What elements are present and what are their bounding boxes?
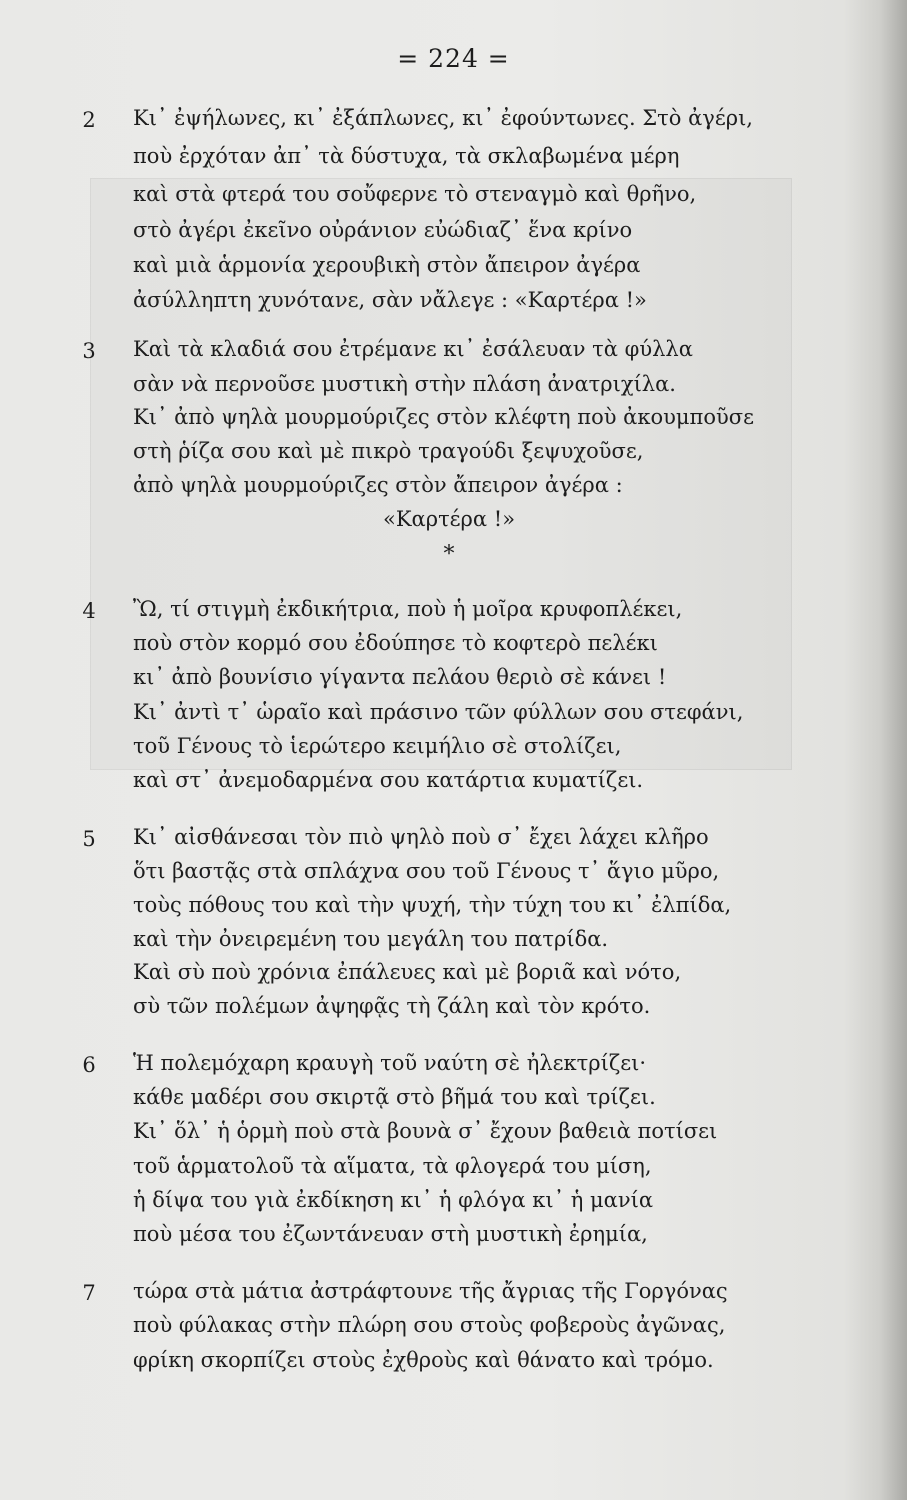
verse-line: Κι᾿ ὅλ᾿ ἡ ὁρμὴ ποὺ στὰ βουνὰ σ᾿ ἔχουν βαθειὰ ποτίσει <box>133 1119 718 1143</box>
verse-line: στὴ ῥίζα σου καὶ μὲ πικρὸ τραγούδι ξεψυχοῦσε, <box>133 439 644 463</box>
verse-line: Ἡ πολεμόχαρη κραυγὴ τοῦ ναύτη σὲ ἠλεκτρίζει· <box>133 1051 647 1075</box>
verse-line: ἀπὸ ψηλὰ μουρμούριζες στὸν ἄπειρον ἀγέρα : <box>133 473 623 497</box>
verse-line: ποὺ φύλακας στὴν πλώρη σου στοὺς φοβεροὺς ἀγῶνας, <box>133 1313 726 1337</box>
stanza-number: 6 <box>82 1053 96 1077</box>
verse-line: καὶ στὰ φτερά του σοὔφερνε τὸ στεναγμὸ καὶ θρῆνο, <box>133 182 697 206</box>
verse-line: καὶ τὴν ὀνειρεμένη του μεγάλη του πατρίδα. <box>133 927 609 951</box>
verse-line: Κι᾿ αἰσθάνεσαι τὸν πιὸ ψηλὸ ποὺ σ᾿ ἔχει λάχει κλῆρο <box>133 825 709 849</box>
stanza-number: 5 <box>82 827 96 851</box>
verse-line: Κι᾿ ἀπὸ ψηλὰ μουρμούριζες στὸν κλέφτη ποὺ ἀκουμποῦσε <box>133 405 754 429</box>
verse-line: ἀσύλληπτη χυνότανε, σὰν νἄλεγε : «Καρτέρα !» <box>133 288 647 312</box>
verse-line: Κι᾿ ἐψήλωνες, κι᾿ ἐξάπλωνες, κι᾿ ἐφούντωνες. Στὸ ἀγέρι, <box>133 106 753 130</box>
stanza-number: 7 <box>82 1281 96 1305</box>
verse-line: φρίκη σκορπίζει στοὺς ἐχθροὺς καὶ θάνατο καὶ τρόμο. <box>133 1348 714 1372</box>
verse-line: ποὺ στὸν κορμό σου ἐδούπησε τὸ κοφτερὸ πελέκι <box>133 631 658 655</box>
verse-line: ἡ δίψα του γιὰ ἐκδίκηση κι᾿ ἡ φλόγα κι᾿ ἡ μανία <box>133 1188 654 1212</box>
verse-line: Ὢ, τί στιγμὴ ἐκδικήτρια, ποὺ ἡ μοῖρα κρυφοπλέκει, <box>133 597 683 621</box>
verse-line: κάθε μαδέρι σου σκιρτᾷ στὸ βῆμά του καὶ τρίζει. <box>133 1085 656 1109</box>
verse-line: τώρα στὰ μάτια ἀστράφτουνε τῆς ἄγριας τῆς Γοργόνας <box>133 1279 728 1303</box>
verse-line: τοῦ ἁρματολοῦ τὰ αἵματα, τὰ φλογερά του μίση, <box>133 1154 652 1178</box>
verse-line: σὺ τῶν πολέμων ἀψηφᾷς τὴ ζάλη καὶ τὸν κρότο. <box>133 994 651 1018</box>
verse-line: ὅτι βαστᾷς στὰ σπλάχνα σου τοῦ Γένους τ᾿ ἅγιο μῦρο, <box>133 859 720 883</box>
verse-line: σὰν νὰ περνοῦσε μυστικὴ στὴν πλάση ἀνατριχίλα. <box>133 372 676 396</box>
verse-line: τοῦ Γένους τὸ ἱερώτερο κειμήλιο σὲ στολίζει, <box>133 734 622 758</box>
stanza-number: 4 <box>82 599 96 623</box>
verse-line: καὶ στ᾿ ἀνεμοδαρμένα σου κατάρτια κυματίζει. <box>133 768 644 792</box>
section-separator: * <box>443 542 455 567</box>
verse-line: τοὺς πόθους του καὶ τὴν ψυχή, τὴν τύχη του κι᾿ ἐλπίδα, <box>133 893 732 917</box>
verse-line: κι᾿ ἀπὸ βουνίσιο γίγαντα πελάου θεριὸ σὲ κάνει ! <box>133 665 667 689</box>
stanza-number: 3 <box>82 339 96 363</box>
verse-line: Κι᾿ ἀντὶ τ᾿ ὡραῖο καὶ πράσινο τῶν φύλλων σου στεφάνι, <box>133 700 744 724</box>
verse-line: Καὶ τὰ κλαδιά σου ἐτρέμανε κι᾿ ἐσάλευαν τὰ φύλλα <box>133 337 693 361</box>
page-number: = 224 = <box>397 44 510 73</box>
verse-line: ποὺ μέσα του ἐζωντάνευαν στὴ μυστικὴ ἐρημία, <box>133 1222 648 1246</box>
verse-line: καὶ μιὰ ἁρμονία χερουβικὴ στὸν ἄπειρον ἀγέρα <box>133 253 641 277</box>
verse-line: Καὶ σὺ ποὺ χρόνια ἐπάλευες καὶ μὲ βοριᾶ καὶ νότο, <box>133 960 682 984</box>
verse-line: ποὺ ἐρχόταν ἀπ᾿ τὰ δύστυχα, τὰ σκλαβωμένα μέρη <box>133 144 680 168</box>
verse-line: «Καρτέρα !» <box>383 507 516 531</box>
verse-line: στὸ ἀγέρι ἐκεῖνο οὐράνιον εὐώδιαζ᾿ ἕνα κρίνο <box>133 218 633 242</box>
stanza-number: 2 <box>82 108 96 132</box>
